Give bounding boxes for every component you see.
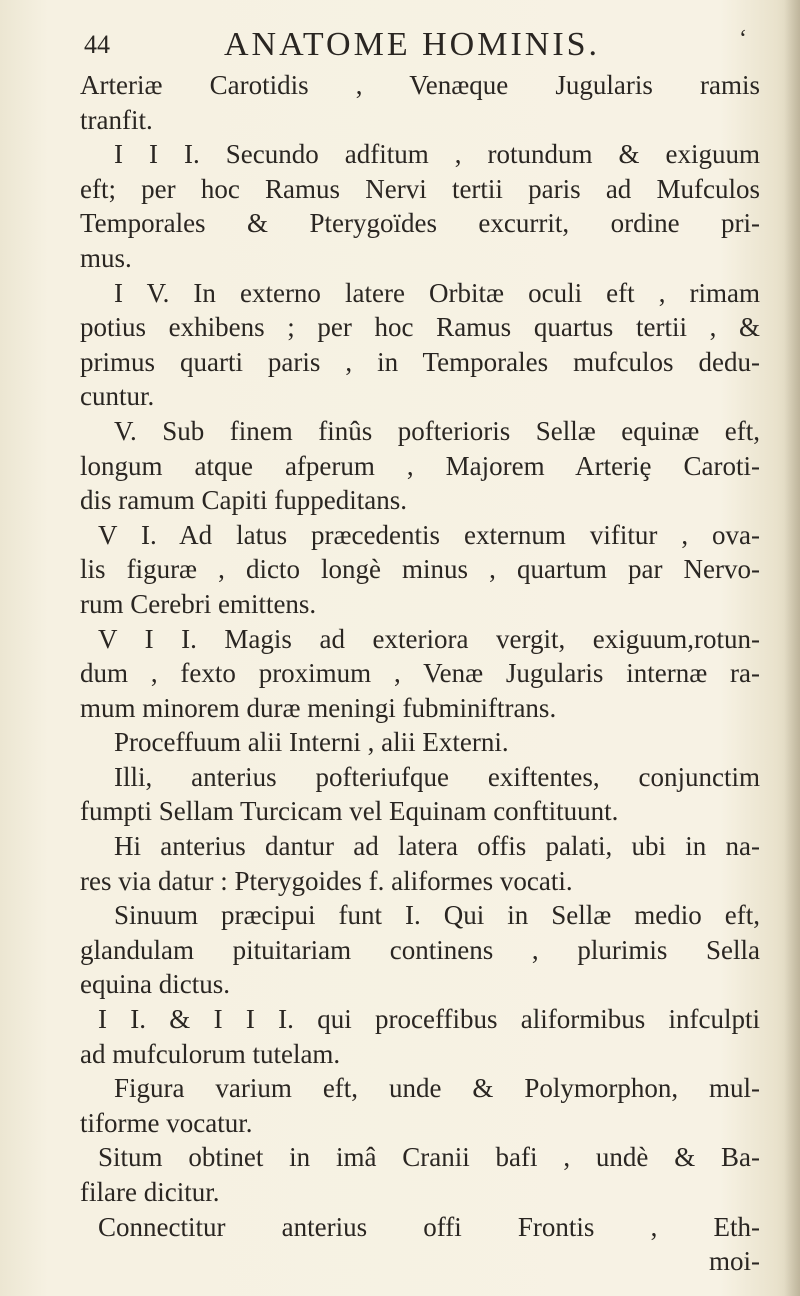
text-line: rum Cerebri emittens.: [80, 588, 317, 619]
text-line: V I I. Magis ad exteriora vergit, exiguum,rotun-: [98, 623, 760, 654]
text-line: dis ramum Capiti fuppeditans.: [80, 485, 407, 516]
text-line: eft; per hoc Ramus Nervi tertii paris ad Mufculos: [80, 173, 760, 204]
page-edge-shadow: [784, 0, 800, 1296]
page-number: 44: [84, 30, 110, 59]
text-line: Temporales & Pterygoïdes excurrit, ordine pri-: [80, 208, 760, 239]
text-line: filare dicitur.: [80, 1177, 220, 1207]
body-text: [80, 68, 760, 1279]
text-line: I V. In externo latere Orbitæ oculi eft , rimam: [114, 277, 760, 308]
text-line: I I I. Secundo adfitum , rotundum & exiguum: [114, 139, 760, 170]
text-line: Proceffuum alii Interni , alii Externi.: [114, 727, 509, 758]
text-line: V. Sub finem finûs pofterioris Sellæ equinæ eft,: [114, 415, 760, 446]
text-line: fumpti Sellam Turcicam vel Equinam conftituunt.: [80, 796, 619, 827]
catchword: moi-: [709, 1246, 760, 1277]
text-line: Illi, anterius pofteriufque exiftentes, conjunctim: [114, 761, 760, 792]
page-header: [84, 22, 754, 68]
text-line: Hi anterius dantur ad latera offis palati, ubi in na-: [114, 831, 760, 862]
text-line: Figura varium eft, unde & Polymorphon, mul-: [114, 1073, 760, 1104]
text-line: longum atque afperum , Majorem Arteriȩ Caroti-: [80, 450, 760, 481]
text-line: Sinuum præcipui funt I. Qui in Sellæ medio eft,: [114, 900, 760, 931]
text-line: res via datur : Pterygoides f. aliformes vocati.: [80, 865, 573, 896]
text-line: lis figuræ , dicto longè minus , quartum par Nervo-: [80, 554, 760, 585]
text-line: potius exhibens ; per hoc Ramus quartus tertii , &: [80, 312, 760, 343]
text-line: mum minorem duræ meningi fubminiftrans.: [80, 692, 557, 723]
corner-mark: ‘: [739, 26, 750, 52]
running-head: ANATOME HOMINIS.: [224, 26, 601, 63]
text-line: cuntur.: [80, 381, 155, 412]
text-line: tiforme vocatur.: [80, 1107, 253, 1138]
text-line: Connectitur anterius offi Frontis , Eth-: [98, 1211, 760, 1242]
text-line: primus quarti paris , in Temporales mufculos dedu-: [80, 346, 760, 377]
text-line: Situm obtinet in imâ Cranii bafi , undè & Ba-: [98, 1142, 760, 1173]
text-line: V I. Ad latus præcedentis externum vifitur , ova-: [98, 519, 760, 550]
text-line: I I. & I I I. qui proceffibus aliformibus infculpti: [98, 1004, 760, 1035]
text-line: equina dictus.: [80, 969, 230, 1000]
text-line: Arteriæ Carotidis , Venæque Jugularis ramis: [80, 70, 760, 100]
text-line: tranfit.: [80, 104, 153, 135]
text-line: glandulam pituitariam continens , plurimis Sella: [80, 934, 760, 965]
text-line: mus.: [80, 242, 132, 273]
text-line: dum , fexto proximum , Venæ Jugularis internæ ra-: [80, 658, 760, 689]
text-line: ad mufculorum tutelam.: [80, 1038, 341, 1069]
